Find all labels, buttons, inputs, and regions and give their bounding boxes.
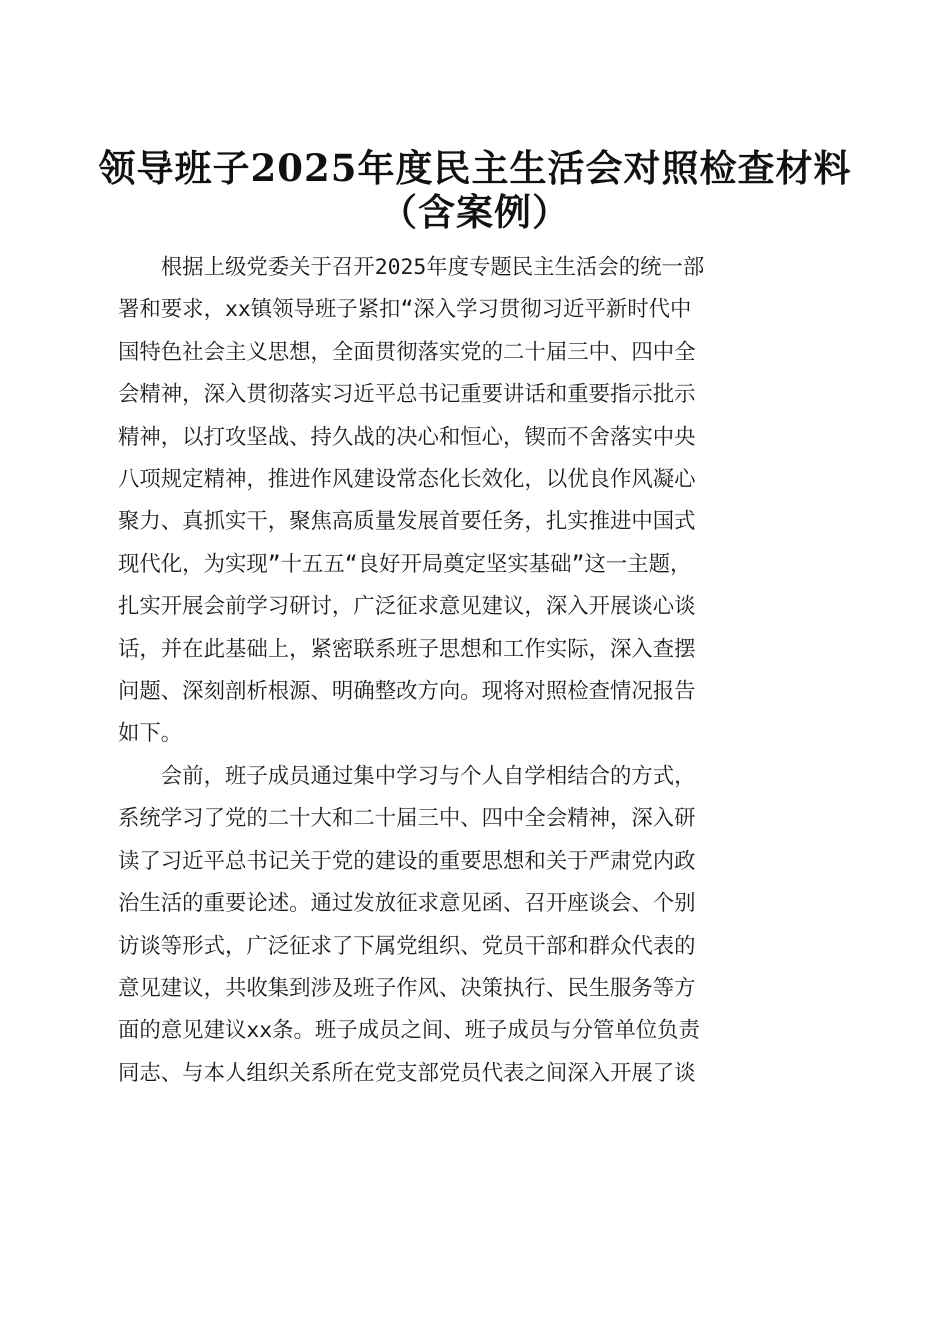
text-line: 会前，班子成员通过集中学习与个人自学相结合的方式， [118, 764, 696, 789]
text-line: 访谈等形式，广泛征求了下属党组织、党员干部和群众代表的 [118, 933, 696, 959]
text-line: 同志、与本人组织关系所在党支部党员代表之间深入开展了谈 [118, 1060, 696, 1086]
text-line: 扎实开展会前学习研讨，广泛征求意见建议，深入开展谈心谈 [118, 594, 696, 620]
text-line: 精神，以打攻坚战、持久战的决心和恒心，锲而不舍落实中央 [118, 424, 696, 450]
paragraph-1 [118, 247, 838, 756]
text-line: 现代化，为实现”十五五“良好开局奠定坚实基础”这一主题， [118, 551, 692, 577]
text-line: 系统学习了党的二十大和二十届三中、四中全会精神，深入研 [118, 806, 696, 832]
text-line: 面的意见建议xx条。班子成员之间、班子成员与分管单位负责 [118, 1018, 700, 1044]
text-line: 根据上级党委关于召开2025年度专题民主生活会的统一部 [118, 255, 705, 280]
text-line: 八项规定精神，推进作风建设常态化长效化，以优良作风凝心 [118, 466, 696, 492]
text-line: 话，并在此基础上，紧密联系班子思想和工作实际，深入查摆 [118, 636, 696, 662]
paragraph-2 [118, 756, 838, 1095]
document-title-line2: （含案例） [380, 190, 570, 234]
text-line: 如下。 [118, 721, 183, 747]
text-line: 国特色社会主义思想，全面贯彻落实党的二十届三中、四中全 [118, 339, 696, 365]
text-line: 意见建议，共收集到涉及班子作风、决策执行、民生服务等方 [118, 975, 696, 1001]
document-title-line1: 领导班子2025年度民主生活会对照检查材料 [98, 146, 852, 190]
text-line: 聚力、真抓实干，聚焦高质量发展首要任务，扎实推进中国式 [118, 509, 696, 535]
text-line: 署和要求，xx镇领导班子紧扣“深入学习贯彻习近平新时代中 [118, 297, 692, 323]
text-line: 会精神，深入贯彻落实习近平总书记重要讲话和重要指示批示 [118, 382, 696, 408]
text-line: 治生活的重要论述。通过发放征求意见函、召开座谈会、个别 [118, 891, 696, 917]
text-line: 问题、深刻剖析根源、明确整改方向。现将对照检查情况报告 [118, 678, 696, 704]
text-line: 读了习近平总书记关于党的建设的重要思想和关于严肃党内政 [118, 848, 696, 874]
